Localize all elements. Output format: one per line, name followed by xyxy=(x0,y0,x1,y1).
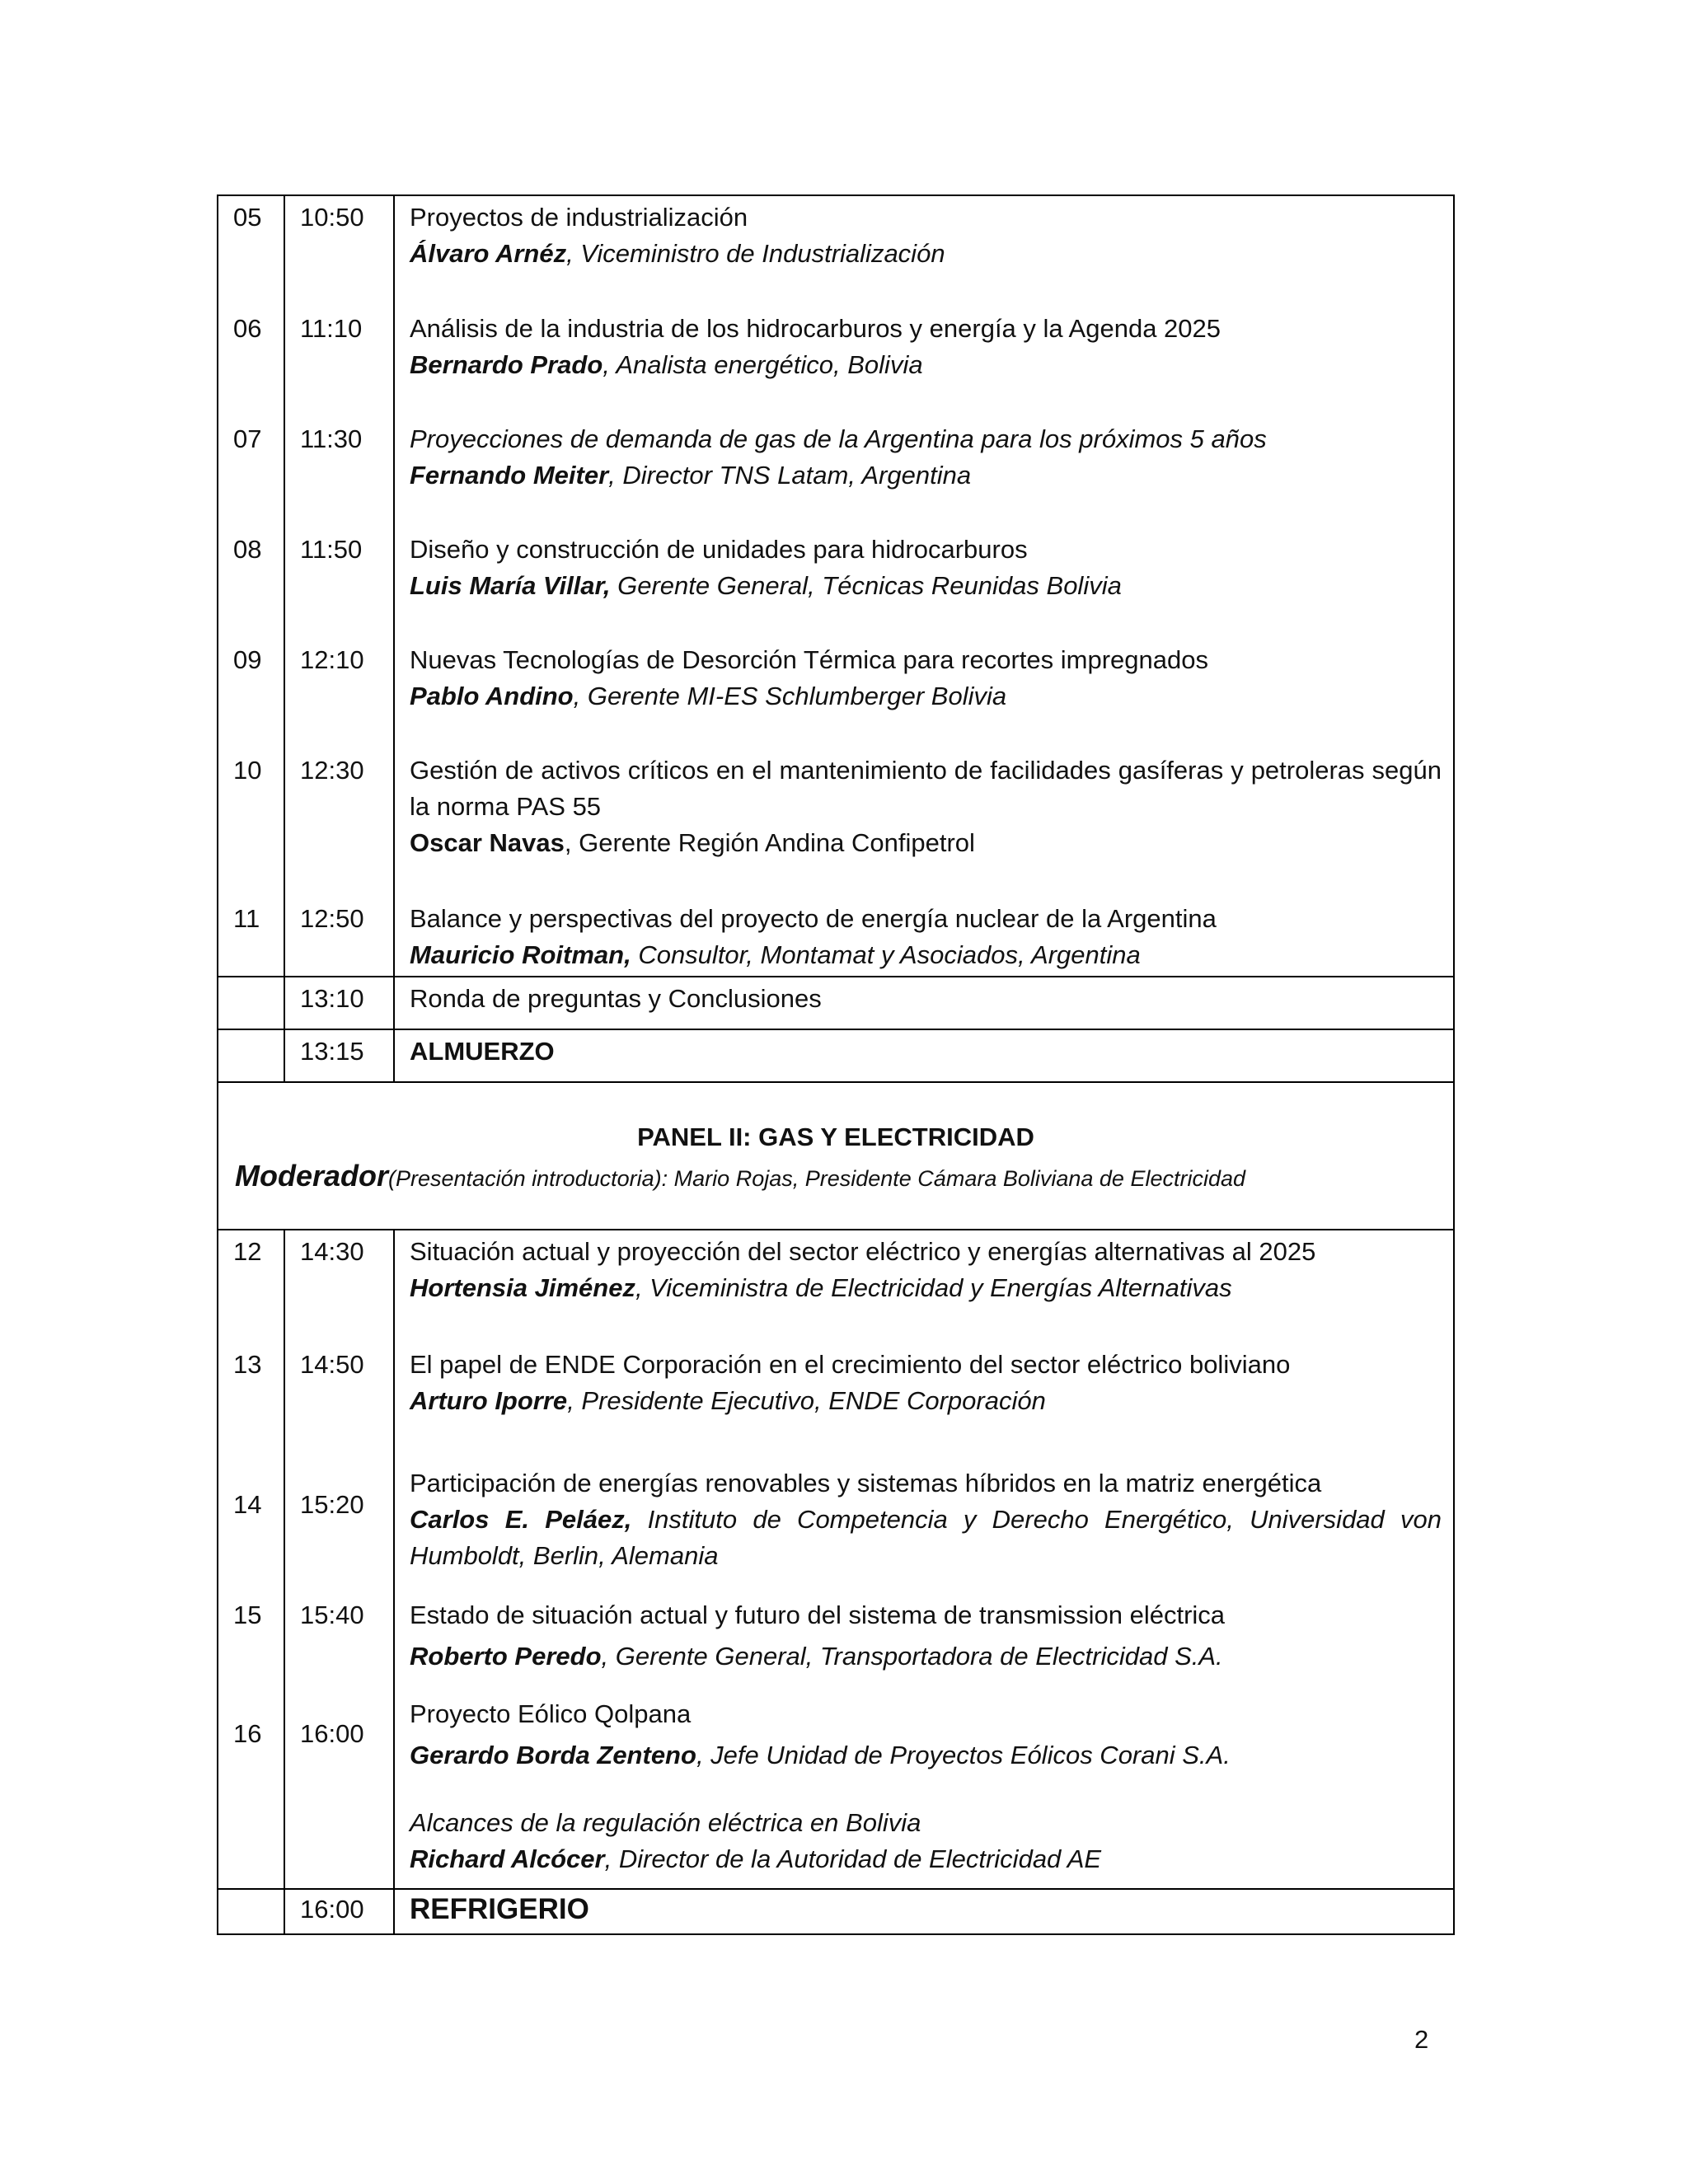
session-number: 08 xyxy=(233,535,262,564)
session-title: Alcances de la regulación eléctrica en Bolivia xyxy=(410,1808,921,1837)
session-speaker-line xyxy=(410,1841,1442,1877)
session-number: 15 xyxy=(233,1601,262,1629)
session-title: El papel de ENDE Corporación en el crecimiento del sector eléctrico boliviano xyxy=(410,1350,1291,1379)
speaker-role: , Viceministro de Industrialización xyxy=(566,239,945,268)
agenda-row-qa xyxy=(218,977,1453,1029)
agenda-row xyxy=(218,307,1453,418)
agenda-row-lunch xyxy=(218,1029,1453,1082)
session-number: 05 xyxy=(233,203,262,232)
speaker-role: , Gerente General, Transportadora de Electricidad S.A. xyxy=(601,1642,1223,1671)
speaker-name: Arturo Iporre xyxy=(410,1386,568,1415)
session-time: 12:50 xyxy=(284,898,394,977)
session-title: Situación actual y proyección del sector eléctrico y energías alternativas al 2025 xyxy=(410,1237,1316,1266)
session-time: 13:10 xyxy=(284,977,394,1029)
session-speaker-line xyxy=(410,1502,1442,1574)
session-number: 07 xyxy=(233,424,262,453)
session-number: 14 xyxy=(233,1490,262,1519)
session-time: 16:00 xyxy=(284,1889,394,1933)
session-time: 13:15 xyxy=(284,1029,394,1082)
session-title: Balance y perspectivas del proyecto de energía nuclear de la Argentina xyxy=(410,904,1217,933)
session-title: Diseño y construcción de unidades para hidrocarburos xyxy=(410,535,1028,564)
session-description: Ronda de preguntas y Conclusiones xyxy=(394,977,1453,1029)
session-title: Análisis de la industria de los hidrocarburos y energía y la Agenda 2025 xyxy=(410,314,1221,343)
speaker-role: Consultor, Montamat y Asociados, Argentina xyxy=(631,940,1141,969)
session-speaker-line xyxy=(410,678,1442,715)
session-description xyxy=(394,1230,1453,1343)
session-number: 11 xyxy=(233,904,260,933)
session-description xyxy=(394,1594,1453,1693)
speaker-role: , Analista energético, Bolivia xyxy=(603,350,923,379)
speaker-name: Luis María Villar, xyxy=(410,571,611,600)
panel-title: PANEL II: GAS Y ELECTRICIDAD xyxy=(637,1122,1034,1151)
speaker-name: Carlos E. Peláez, xyxy=(410,1505,632,1534)
session-time: 15:20 xyxy=(284,1462,394,1594)
session-description xyxy=(394,418,1453,528)
session-number: 13 xyxy=(233,1350,262,1379)
session-description xyxy=(394,639,1453,749)
session-title: Estado de situación actual y futuro del sistema de transmission eléctrica xyxy=(410,1601,1226,1629)
session-time: 12:10 xyxy=(284,639,394,749)
session-description xyxy=(394,528,1453,639)
session-description: REFRIGERIO xyxy=(394,1889,1453,1933)
session-speaker-line xyxy=(410,1737,1442,1774)
speaker-name: Álvaro Arnéz xyxy=(410,239,567,268)
speaker-role: , Gerente Región Andina Confipetrol xyxy=(564,828,975,857)
session-time: 14:50 xyxy=(284,1343,394,1462)
agenda-row xyxy=(218,1230,1453,1343)
agenda-table xyxy=(217,194,1455,1935)
speaker-name: Gerardo Borda Zenteno xyxy=(410,1741,696,1769)
session-title: Gestión de activos críticos en el mantenimiento de facilidades gasíferas y petroleras según la norma PAS 55 xyxy=(410,756,1442,821)
speaker-name: Richard Alcócer xyxy=(410,1844,605,1873)
session-number: 12 xyxy=(218,1230,284,1343)
session-description xyxy=(394,196,1453,307)
agenda-row-break xyxy=(218,1889,1453,1933)
speaker-name: Roberto Peredo xyxy=(410,1642,602,1671)
session-number: 09 xyxy=(233,645,262,674)
session-time: 11:30 xyxy=(284,418,394,528)
session-title: Proyecciones de demanda de gas de la Argentina para los próximos 5 años xyxy=(410,424,1267,453)
agenda-row xyxy=(218,528,1453,639)
session-number: 10 xyxy=(233,756,262,785)
session-title: Nuevas Tecnologías de Desorción Térmica para recortes impregnados xyxy=(410,645,1208,674)
speaker-role: , Director de la Autoridad de Electricidad AE xyxy=(604,1844,1102,1873)
agenda-row xyxy=(218,418,1453,528)
agenda-row xyxy=(218,1693,1453,1889)
session-speaker-line xyxy=(410,236,1442,272)
speaker-name: Fernando Meiter xyxy=(410,461,609,490)
agenda-row xyxy=(218,898,1453,977)
session-speaker-line xyxy=(410,1638,1442,1675)
session-speaker-line xyxy=(410,347,1442,383)
session-number: 16 xyxy=(233,1719,262,1748)
speaker-name: Hortensia Jiménez xyxy=(410,1273,635,1302)
session-speaker-line xyxy=(410,1383,1442,1419)
agenda-row xyxy=(218,196,1453,307)
session-speaker-line xyxy=(410,1270,1442,1306)
panel-header xyxy=(218,1082,1453,1230)
session-time: 11:10 xyxy=(284,307,394,418)
speaker-name: Oscar Navas xyxy=(410,828,565,857)
session-time: 10:50 xyxy=(284,196,394,307)
session-description xyxy=(394,307,1453,418)
agenda-row xyxy=(218,1594,1453,1693)
moderator-label: Moderador xyxy=(235,1159,389,1193)
session-speaker-line xyxy=(410,937,1442,973)
moderator-text: (Presentación introductoria): Mario Rojas, Presidente Cámara Boliviana de Electricidad xyxy=(388,1166,1246,1191)
session-description xyxy=(394,1462,1453,1594)
agenda-row xyxy=(218,1343,1453,1462)
speaker-role: , Gerente MI-ES Schlumberger Bolivia xyxy=(573,682,1007,710)
session-title: Proyecto Eólico Qolpana xyxy=(410,1699,692,1728)
session-speaker-line xyxy=(410,457,1442,494)
session-number: 06 xyxy=(233,314,262,343)
session-description xyxy=(394,898,1453,977)
agenda-grid xyxy=(218,196,1453,1933)
session-speaker-line xyxy=(410,825,1442,861)
speaker-name: Pablo Andino xyxy=(410,682,574,710)
session-time: 14:30 xyxy=(284,1230,394,1343)
session-description xyxy=(394,1693,1453,1889)
session-description xyxy=(394,1343,1453,1462)
speaker-name: Mauricio Roitman, xyxy=(410,940,631,969)
speaker-role: , Jefe Unidad de Proyectos Eólicos Corani S.A. xyxy=(696,1741,1231,1769)
speaker-role: , Director TNS Latam, Argentina xyxy=(608,461,972,490)
session-title: Proyectos de industrialización xyxy=(410,203,748,232)
panel-moderator xyxy=(227,1155,1445,1199)
speaker-name: Bernardo Prado xyxy=(410,350,603,379)
session-time: 12:30 xyxy=(284,749,394,898)
agenda-row xyxy=(218,1462,1453,1594)
panel-header-row xyxy=(218,1082,1453,1230)
speaker-role: Instituto de Competencia y Derecho Energético, Universidad von Humboldt, Berlin, Alemania xyxy=(410,1505,1442,1570)
session-title: Participación de energías renovables y sistemas híbridos en la matriz energética xyxy=(410,1469,1322,1497)
session-description: ALMUERZO xyxy=(394,1029,1453,1082)
page-number: 2 xyxy=(1414,2025,1429,2054)
session-time: 11:50 xyxy=(284,528,394,639)
agenda-row xyxy=(218,639,1453,749)
session-description xyxy=(394,749,1453,898)
session-time: 16:00 xyxy=(284,1693,394,1889)
session-time: 15:40 xyxy=(284,1594,394,1693)
session-speaker-line xyxy=(410,568,1442,604)
speaker-role: , Viceministra de Electricidad y Energías Alternativas xyxy=(635,1273,1232,1302)
agenda-row xyxy=(218,749,1453,898)
speaker-role: Gerente General, Técnicas Reunidas Bolivia xyxy=(610,571,1122,600)
speaker-role: , Presidente Ejecutivo, ENDE Corporación xyxy=(567,1386,1046,1415)
